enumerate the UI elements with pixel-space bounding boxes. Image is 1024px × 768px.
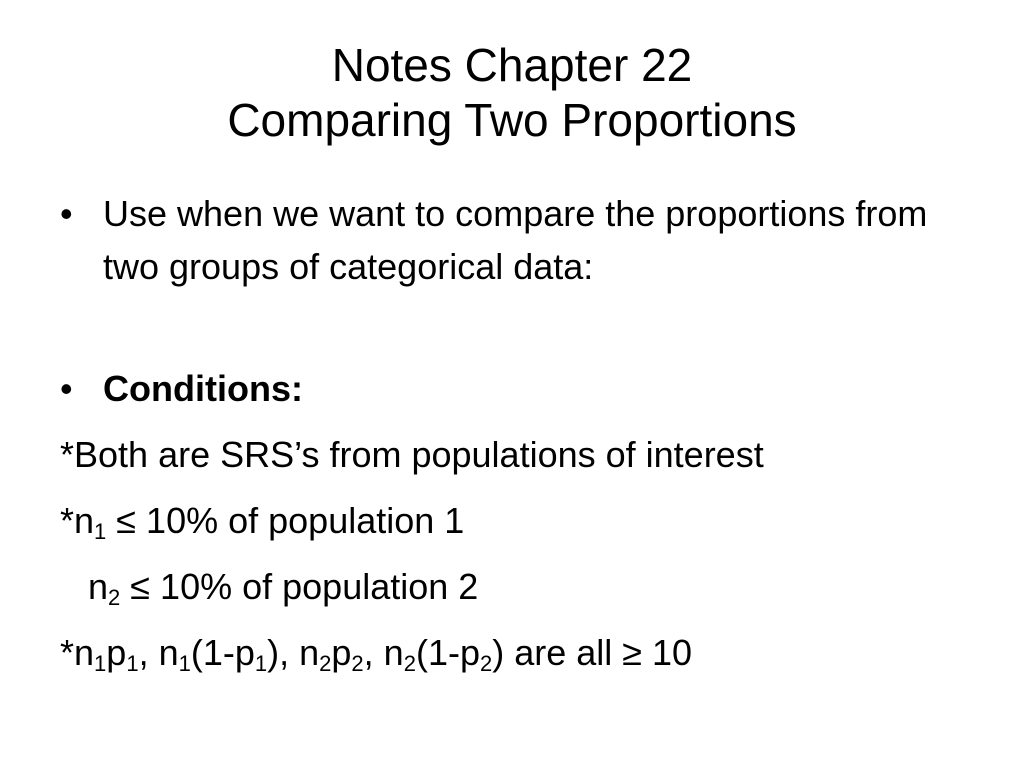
- condition-sf-subscript: 1: [178, 651, 191, 676]
- bullet-usage: [60, 187, 960, 293]
- condition-sf-text: ), n: [267, 632, 320, 673]
- bullet-marker: •: [60, 368, 73, 409]
- title-line-1: Notes Chapter 22: [331, 39, 693, 91]
- bullet-marker: •: [60, 193, 73, 234]
- condition-sf-subscript: 1: [94, 651, 107, 676]
- condition-sf-text: ) are all ≥ 10: [492, 632, 693, 673]
- bullet-conditions: [60, 362, 960, 415]
- condition-sf-subscript: 2: [403, 651, 416, 676]
- condition-sf-text: *n: [60, 632, 95, 673]
- condition-pop1-rest: ≤ 10% of population 1: [106, 500, 465, 541]
- condition-pop1-prefix: *n: [60, 500, 95, 541]
- condition-population-2: [88, 560, 1024, 613]
- condition-sf-text: (1-p: [415, 632, 480, 673]
- condition-sf-subscript: 1: [126, 651, 139, 676]
- condition-population-1: [60, 494, 1000, 547]
- condition-pop2-rest: ≤ 10% of population 2: [120, 566, 479, 607]
- condition-sf-subscript: 2: [319, 651, 332, 676]
- condition-success-failure: [60, 626, 1000, 679]
- condition-sf-text: p: [106, 632, 127, 673]
- condition-sf-text: p: [331, 632, 352, 673]
- condition-sf-subscript: 1: [254, 651, 268, 676]
- condition-sf-subscript: 2: [351, 651, 364, 676]
- condition-pop1-subscript: 1: [94, 519, 107, 544]
- bullet-conditions-text: Conditions:: [103, 368, 303, 409]
- condition-pop2-subscript: 2: [108, 585, 121, 610]
- bullet-usage-text: Use when we want to compare the proportions from two groups of categorical data:: [103, 193, 928, 287]
- title-line-2: Comparing Two Proportions: [227, 94, 797, 146]
- condition-sf-text: , n: [138, 632, 179, 673]
- slide-title: [0, 38, 1024, 148]
- condition-sf-text: , n: [363, 632, 404, 673]
- condition-sf-text: (1-p: [190, 632, 255, 673]
- condition-srs: *Both are SRS’s from populations of interest: [60, 434, 764, 475]
- condition-pop2-prefix: n: [88, 566, 109, 607]
- condition-sf-subscript: 2: [479, 651, 493, 676]
